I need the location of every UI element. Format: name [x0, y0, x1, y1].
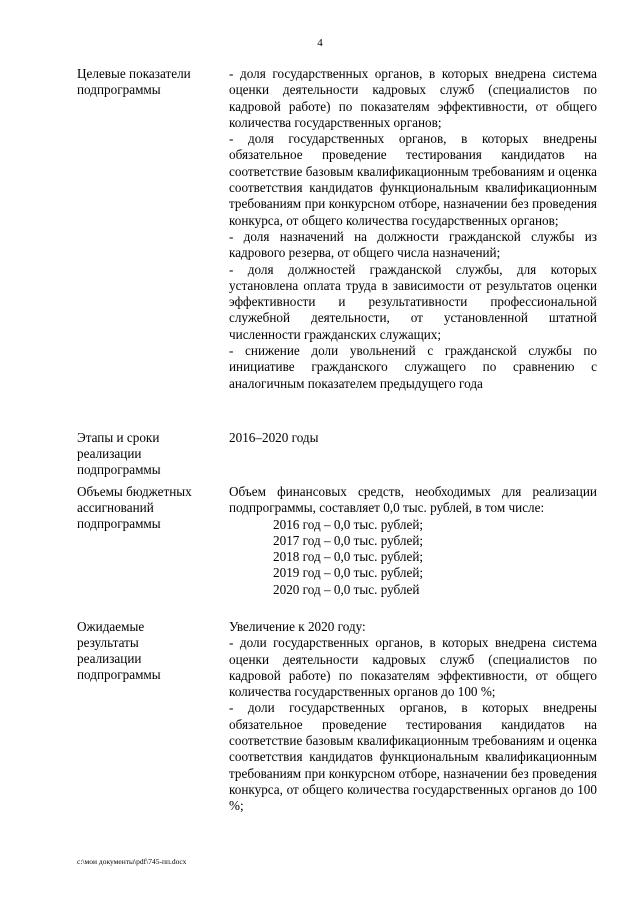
paragraph: Увеличение к 2020 году:: [229, 619, 366, 634]
paragraph: - доли государственных органов, в которых внедрены обязательное проведение тестирования кандидатов на соответствие базовым квалификационным требованиям и оценка соответствия кандидатов функциональным квалификационным требованиям при конкурсном отборе, назначении без проведения конкурса, от общего количества государственных органов до 100 %;: [229, 700, 597, 814]
page-number: 4: [317, 37, 323, 49]
paragraph: - доля назначений на должности гражданской службы из кадрового резерва, от общего числа назначений;: [229, 228, 597, 261]
year-list: [229, 517, 597, 598]
paragraph: Объем финансовых средств, необходимых для реализации подпрограммы, составляет 0,0 тыс. рублей, в том числе:: [229, 484, 597, 516]
year-item: 2018 год – 0,0 тыс. рублей;: [273, 549, 424, 565]
row-label: Этапы и сроки реализации подпрограммы: [77, 430, 161, 477]
year-item: 2017 год – 0,0 тыс. рублей;: [273, 532, 424, 548]
paragraph: - доли государственных органов, в которых внедрена система оценки деятельности кадровых служб (специалистов по кадровой работе) по показателям эффективности, от общего количества государственных органов до 100 %;: [229, 635, 597, 700]
file-path-footer: c:\мои документы\pdf\745-пп.docx: [77, 857, 187, 866]
row-label: Ожидаемые результаты реализации подпрограммы: [77, 619, 161, 682]
year-item: 2016 год – 0,0 тыс. рублей;: [273, 516, 424, 532]
row-content: [229, 430, 597, 446]
paragraph: 2016–2020 годы: [229, 430, 319, 445]
row-content: [229, 619, 597, 815]
row-content: [229, 484, 597, 598]
year-item: 2019 год – 0,0 тыс. рублей;: [273, 565, 424, 581]
paragraph: - доля должностей гражданской службы, для которых установлена оплата труда в зависимости от результатов оценки эффективности и результативности профессиональной служебной деятельности, от установленной штатной численности гражданских служащих;: [229, 261, 597, 342]
paragraph: - снижение доли увольнений с гражданской службы по инициативе гражданского служащего по сравнению с аналогичным показателем предыдущего года: [229, 343, 597, 391]
row-content: [229, 66, 597, 392]
paragraph: - доля государственных органов, в которых внедрена система оценки деятельности кадровых служб (специалистов по кадровой работе) по показателям эффективности, от общего количества государственных органов;: [229, 66, 597, 130]
row-label: Целевые показатели подпрограммы: [77, 66, 191, 97]
row-label: Объемы бюджетных ассигнований подпрограммы: [77, 484, 192, 531]
paragraph: - доля государственных органов, в которых внедрены обязательное проведение тестирования кандидатов на соответствие базовым квалификационным требованиям и оценка соответствия кандидатов функциональным квалификационным требованиям при конкурсном отборе, назначении без проведения конкурса, от общего количества государственных органов;: [229, 131, 597, 228]
year-item: 2020 год – 0,0 тыс. рублей: [273, 581, 420, 597]
